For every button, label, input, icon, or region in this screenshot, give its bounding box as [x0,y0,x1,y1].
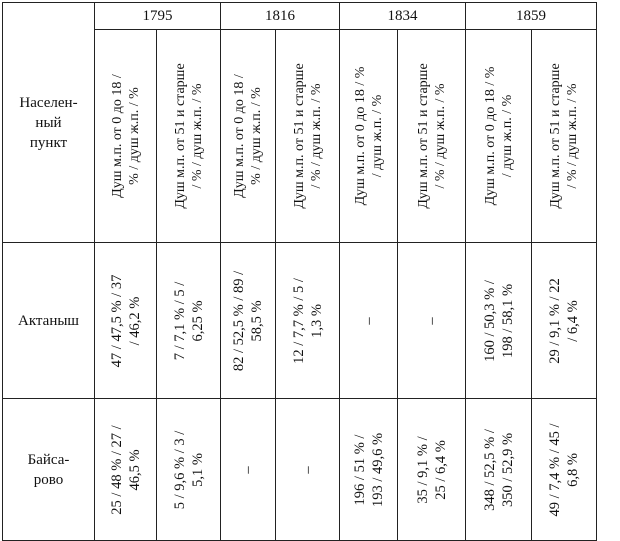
subheader-line: Душ м.п. от 51 и старше [415,63,431,209]
empty-dash: – [299,465,316,474]
data-cell [340,243,398,399]
cell-line: / 46,2 % [126,296,143,345]
subheader-cell [340,30,398,243]
subheader-line: / % / душ ж.п. / % [565,83,580,189]
settlement-header-line: пункт [29,134,68,151]
data-cell [276,399,340,541]
settlement-column-header [3,3,95,243]
subheader-line: / % / душ ж.п. / % [308,83,324,189]
subheader-line: % / душ ж.п. / % [249,87,264,185]
data-cell [532,243,597,399]
subheader-cell [532,30,597,243]
cell-line: 196 / 51 % / [351,434,368,505]
cell-line: 160 / 50,3 % / [481,279,498,362]
subheader-line: / душ ж.п. / % [499,94,515,178]
settlement-name-line: Актаныш [18,312,79,329]
data-cell [466,243,532,399]
cell-line: 25 / 6,4 % [432,439,449,500]
subheader-cell [95,30,157,243]
population-age-table [2,2,597,541]
subheader-line: / % / душ ж.п. / % [432,83,448,189]
subheader-line: Душ м.п. от 0 до 18 / [109,74,125,198]
cell-line: 6,25 % [189,299,206,342]
data-cell [398,399,466,541]
subheader-cell [276,30,340,243]
data-cell [276,243,340,399]
data-cell [95,399,157,541]
data-cell [157,399,221,541]
data-cell [221,399,276,541]
cell-line: 7 / 7,1 % / 5 / [171,281,188,360]
data-cell [466,399,532,541]
subheader-line: Душ м.п. от 0 до 18 / [232,74,247,198]
subheader-line: / душ ж.п. / % [369,94,385,178]
statistics-table-container [2,2,597,541]
cell-line: 82 / 52,5 % / 89 / [231,270,247,371]
subheader-cell [221,30,276,243]
cell-line: 25 / 48 % / 27 / [108,424,125,515]
cell-line: / 6,4 % [565,299,581,342]
data-cell [157,243,221,399]
subheader-line: Душ м.п. от 51 и старше [548,63,563,209]
settlement-name [3,243,95,399]
settlement-header-line: Населен- [19,94,78,111]
cell-line: 35 / 9,1 % / [414,435,431,504]
cell-line: 49 / 7,4 % / 45 / [547,422,563,517]
year-header: 1816 [221,3,340,30]
subheader-line: Душ м.п. от 51 и старше [172,63,188,209]
subheader-cell [398,30,466,243]
cell-line: 5,1 % [189,452,206,487]
subheader-line: % / душ ж.п. / % [126,87,142,185]
subheader-cell [466,30,532,243]
cell-line: 6,8 % [565,452,581,487]
year-header: 1834 [340,3,466,30]
empty-dash: – [423,316,440,325]
cell-line: 47 / 47,5 % / 37 [108,274,125,367]
cell-line: 46,5 % [126,448,143,491]
cell-line: 29 / 9,1 % / 22 [547,277,563,364]
cell-line: 5 / 9,6 % / 3 / [171,430,188,509]
data-cell [221,243,276,399]
data-cell [340,399,398,541]
empty-dash: – [240,465,256,474]
year-header: 1859 [466,3,597,30]
settlement-header-line: ный [35,114,62,131]
data-cell [95,243,157,399]
cell-line: 348 / 52,5 % / [481,428,498,511]
cell-line: 1,3 % [308,303,325,338]
subheader-line: / % / душ ж.п. / % [189,83,205,189]
empty-dash: – [360,316,377,325]
year-header-row [3,3,597,30]
settlement-name-line: Байса- [27,451,70,468]
cell-line: 198 / 58,1 % [499,283,516,358]
data-cell [398,243,466,399]
data-cell [532,399,597,541]
year-header: 1795 [95,3,221,30]
table-row [3,243,597,399]
subheader-line: Душ м.п. от 0 до 18 / % [352,66,368,206]
table-row [3,399,597,541]
subheader-line: Душ м.п. от 51 и старше [291,63,307,209]
subheader-cell [157,30,221,243]
cell-line: 193 / 49,6 % [369,432,386,507]
settlement-name [3,399,95,541]
subheader-line: Душ м.п. от 0 до 18 / % [482,66,498,206]
cell-line: 350 / 52,9 % [499,432,516,507]
cell-line: 12 / 7,7 % / 5 / [290,277,307,364]
settlement-name-line: рово [33,471,64,488]
cell-line: 58,5 % [249,299,265,342]
